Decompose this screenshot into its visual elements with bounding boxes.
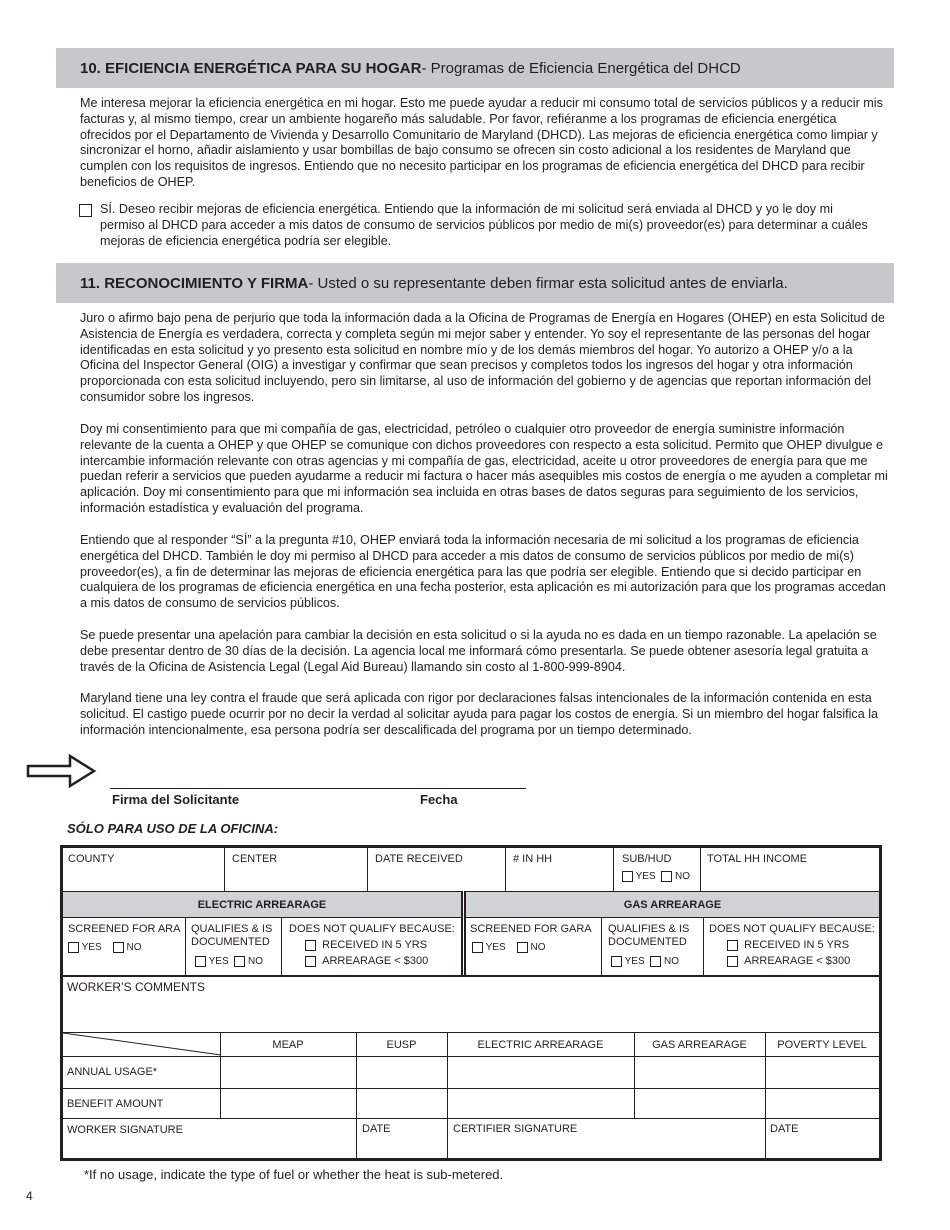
workers-comments-field[interactable]: WORKER’S COMMENTS [67,980,205,994]
header-diagonal [63,1032,221,1056]
annual-usage-row-label: ANNUAL USAGE* [67,1066,158,1078]
electric-arrearage-300-option [305,955,428,968]
in-hh-field[interactable]: # IN HH [513,853,553,865]
electric-arrearage-300-checkbox[interactable] [305,956,316,967]
arrearage-300-label: ARREARAGE < $300 [744,955,851,967]
section-11-subtitle: - Usted o su representante deben firmar esta solicitud antes de enviarla. [308,274,788,292]
screened-gara-label: SCREENED FOR GARA [470,923,592,935]
certifier-signature-field[interactable]: CERTIFIER SIGNATURE [453,1123,578,1135]
section-11-paragraph-1: Juro o afirmo bajo pena de perjurio que toda la información dada a la Oficina de Programas de Energía en Hogares (OHEP) en esta Solicitud de Asistencia de Energía es verdadera, correcta y completa según mi mejor saber y entender. Yo soy el representante de las personas del hogar identificadas en esta solicitud y yo presento esta solicitud en nombre mío y de los demás miembros del hogar. Yo autorizo a OHEP y/o a la Oficina del Inspector General (OIG) a investigar y confirmar que sean precisos y completos todos los ingresos del hogar y otra información proporcionada con esta solicitud incluyendo, pero sin limitarse, al uso de información del gobierno y de agencias que reportan información del consumidor sobre los ingresos. [80,311,886,404]
section-10-header [56,48,894,88]
date-label: Fecha [420,792,458,807]
electric-qualifies-no-checkbox[interactable] [234,956,245,967]
center-field[interactable]: CENTER [232,853,278,865]
section-10-title: 10. EFICIENCIA ENERGÉTICA PARA SU HOGAR [80,59,422,77]
electric-received-5yrs-option [305,939,427,952]
electric-qualifies-yes-checkbox[interactable] [195,956,206,967]
yes-label: YES [485,942,506,953]
gas-received-5yrs-checkbox[interactable] [727,940,738,951]
office-use-table [60,845,882,1161]
energy-efficiency-consent-label: SÍ. Deseo recibir mejoras de eficiencia energética. Entiendo que la información de mi solicitud será enviada al DHCD y yo le doy mi permiso al DHCD para acceder a mis datos de consumo de servicios públicos por medio de mi(s) proveedor(es) para determinar a cuáles mejoras de eficiencia energética podría ser elegible. [100,202,868,248]
gas-qualifies-yes-checkbox[interactable] [611,956,622,967]
gas-qualifies-no-checkbox[interactable] [650,956,661,967]
arrow-right-icon [25,754,97,788]
yes-label: YES [624,956,645,967]
col-poverty-level: POVERTY LEVEL [777,1039,867,1051]
sub-hud-no-checkbox[interactable] [661,871,672,882]
no-label: NO [663,956,679,967]
total-hh-income-field[interactable]: TOTAL HH INCOME [707,853,808,865]
energy-efficiency-checkbox[interactable] [79,204,92,217]
page-number: 4 [26,1189,33,1203]
electric-received-5yrs-checkbox[interactable] [305,940,316,951]
received-5yrs-label: RECEIVED IN 5 YRS [322,939,428,951]
footnote: *If no usage, indicate the type of fuel or whether the heat is sub-metered. [84,1167,504,1182]
screened-ara-options [68,941,142,954]
section-10-body: Me interesa mejorar la eficiencia energética en mi hogar. Esto me puede ayudar a reducir mi consumo total de servicios públicos y a reducir mis facturas y, al mismo tiempo, crear un ambiente hogareño más saludable. Por favor, refiéranme a los programas de eficiencia energética ofrecidos por el Departamento de Vivienda y Desarrollo Comunitario de Maryland (DHCD). Las mejoras de eficiencia energética como limpiar y sincronizar el horno, añadir aislamiento y usar bombillas de bajo consumo se ofrecen sin costo adicional a los residentes de Maryland que cumplen con los requisitos de ingresos. Entiendo que no necesito participar en los programas de eficiencia energética del DHCD para recibir beneficios de OHEP. [80,96,883,189]
arrearage-300-label: ARREARAGE < $300 [322,955,429,967]
no-label: NO [247,956,263,967]
electric-qualifies-label-1: QUALIFIES & IS [191,923,273,935]
section-11-paragraph-2: Doy mi consentimiento para que mi compañía de gas, electricidad, petróleo o cualquier otro proveedor de energía suministre información relevante de la cuenta a OHEP y que OHEP se comunique con dichos proveedores con respecto a esta solicitud. Permito que OHEP divulgue e intercambie información relevante con otras agencias y mi compañía de gas, electricidad, aceite u otror proveedores de energía para que me puedan referir a servicios que pueden ayudarme a reducir mi factura o hacer más asequibles mis costos de energía o me ayuden a completar mi aplicación. Doy mi consentimiento para que mi información sea incluida en otras bases de datos seguras para seguimiento de los servicios, información estadística y evaluación del programa. [80,422,888,515]
yes-label: YES [81,942,102,953]
county-field[interactable]: COUNTY [68,853,115,865]
sub-hud-yes-checkbox[interactable] [622,871,633,882]
no-label: NO [126,942,142,953]
sub-hud-options [622,870,690,883]
no-label: NO [674,871,690,882]
electric-dnq-label: DOES NOT QUALIFY BECAUSE: [289,923,455,935]
office-use-heading: SÓLO PARA USO DE LA OFICINA: [67,821,279,836]
signature-line[interactable] [110,788,526,789]
screened-gara-options [472,941,546,954]
gas-dnq-label: DOES NOT QUALIFY BECAUSE: [709,923,875,935]
sub-hud-label: SUB/HUD [622,853,672,865]
col-electric-arrearage: ELECTRIC ARREARAGE [477,1039,604,1051]
section-10-subtitle: - Programas de Eficiencia Energética del DHCD [421,59,741,77]
electric-arrearage-header: ELECTRIC ARREARAGE [197,899,327,911]
section-11-header [56,263,894,303]
gas-qualifies-options [611,955,679,968]
yes-label: YES [635,871,656,882]
received-5yrs-label: RECEIVED IN 5 YRS [744,939,850,951]
certifier-date-field[interactable]: DATE [770,1123,799,1135]
col-gas-arrearage: GAS ARREARAGE [652,1039,747,1051]
section-11-paragraph-3: Entiendo que al responder “SÍ” a la pregunta #10, OHEP enviará toda la información necesaria de mi solicitud a los programas de eficiencia energética del DHCD. También le doy mi permiso al DHCD para acceder a mis datos de consumo de servicios públicos por medio de mi(s) proveedor(es), a fin de determinar las mejoras de eficiencia energética para las que podría ser elegible. Entiendo que si decido participar en cualquiera de los programas de eficiencia energética en una fecha posterior, esta aplicación es mi autorización para que los programas accedan a mis datos de consumo de servicios públicos. [80,533,886,611]
col-eusp: EUSP [386,1039,417,1051]
gas-arrearage-300-checkbox[interactable] [727,956,738,967]
gas-arrearage-300-option [727,955,850,968]
date-received-field[interactable]: DATE RECEIVED [375,853,463,865]
screened-ara-label: SCREENED FOR ARA [68,923,181,935]
gas-qualifies-label-1: QUALIFIES & IS [608,923,690,935]
yes-label: YES [208,956,229,967]
section-11-paragraph-5: Maryland tiene una ley contra el fraude que será aplicada con rigor por declaraciones falsas intencionales de la información contenida en esta solicitud. El castigo puede ocurrir por no decir la verdad al solicitar ayuda para pagar los costos de energía. Si un miembro del hogar falsifica la información intencionalmente, esa persona podría ser descalificada del programa por un tiempo determinado. [80,691,879,737]
worker-date-field[interactable]: DATE [362,1123,391,1135]
section-11-title: 11. RECONOCIMIENTO Y FIRMA [80,274,309,292]
section-11-paragraph-4: Se puede presentar una apelación para cambiar la decisión en esta solicitud o si la ayuda no es dada en un tiempo razonable. La apelación se debe presentar dentro de 30 días de la decisión. La agencia local me informará cómo presentarla. Se puede obtener asesoría legal gratuita a través de la Oficina de Asistencia Legal (Legal Aid Bureau) llamando sin costo al 1-800-999-8904. [80,628,877,674]
gas-arrearage-header: GAS ARREARAGE [623,899,722,911]
worker-signature-field[interactable]: WORKER SIGNATURE [67,1124,183,1136]
screened-gara-yes-checkbox[interactable] [472,942,483,953]
screened-gara-no-checkbox[interactable] [517,942,528,953]
col-meap: MEAP [272,1039,304,1051]
benefit-amount-row-label: BENEFIT AMOUNT [67,1098,164,1110]
screened-ara-yes-checkbox[interactable] [68,942,79,953]
gas-qualifies-label-2: DOCUMENTED [608,936,687,948]
gas-received-5yrs-option [727,939,849,952]
signature-label: Firma del Solicitante [112,792,240,807]
no-label: NO [530,942,546,953]
electric-qualifies-options [195,955,263,968]
electric-qualifies-label-2: DOCUMENTED [191,936,270,948]
screened-ara-no-checkbox[interactable] [113,942,124,953]
